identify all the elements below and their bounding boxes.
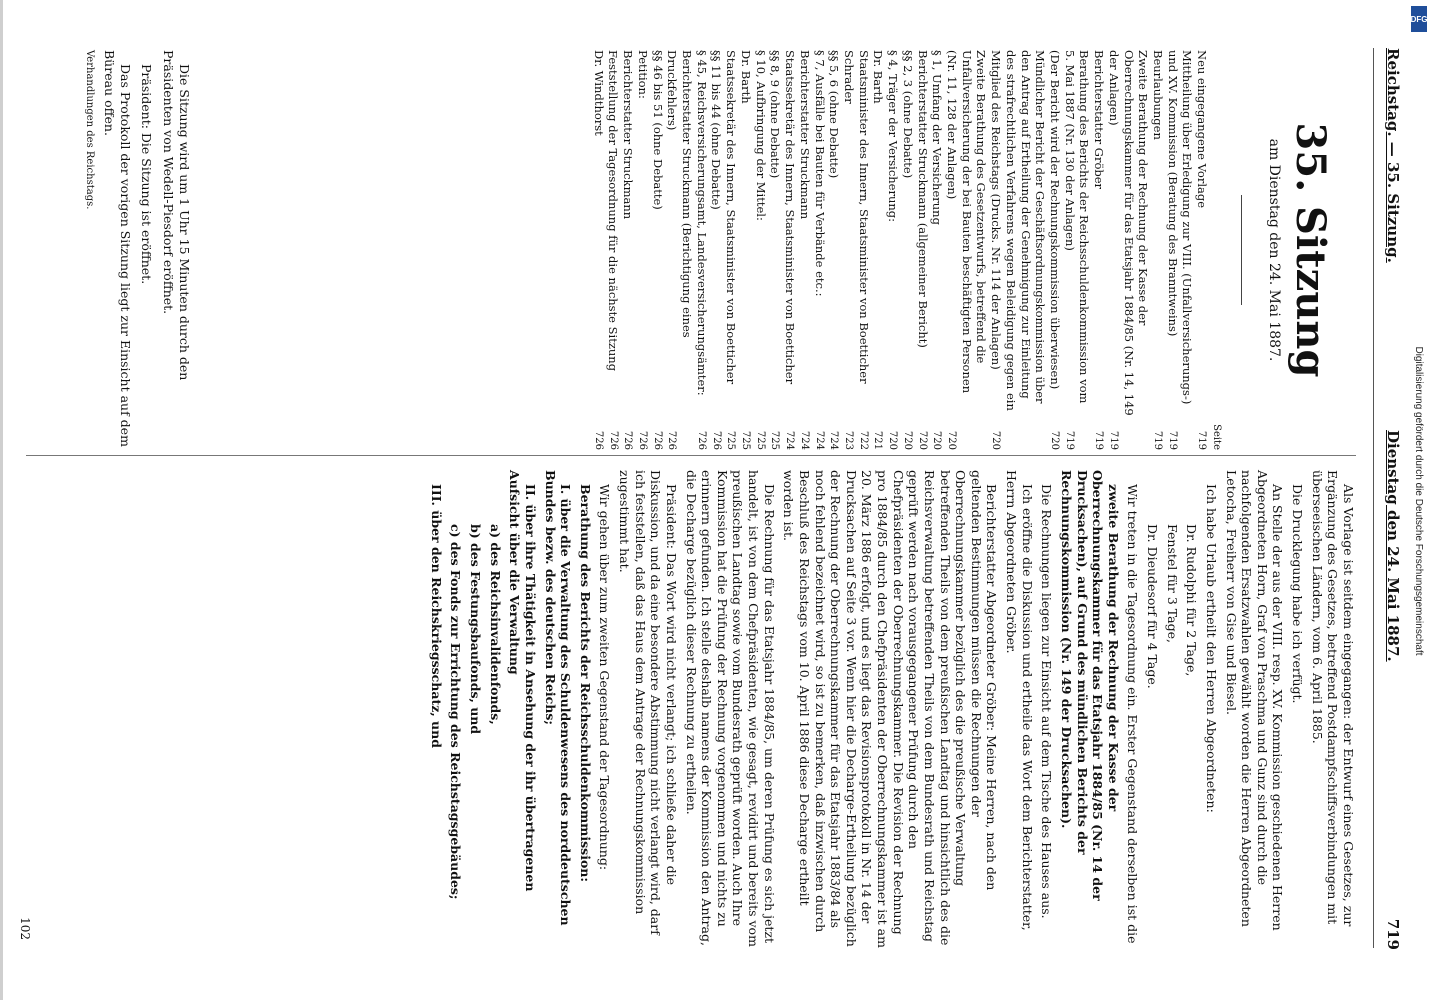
toc-entry-text: § 7, Ausfälle bei Bauten für Verbände etc.: [812,50,827,297]
toc-entry-text: §§ 8, 9 (ohne Debatte) [768,50,783,179]
toc-entry-page: 725 [769,430,781,450]
paragraph: Wir gehen über zum zweiten Gegenstand der Tagesordnung: [597,484,613,871]
toc-entry-text: Beurlaubungen [1151,50,1166,140]
toc-entry-page: 720 [946,430,958,450]
opening-paragraph: Die Sitzung wird um 1 Uhr 15 Minuten durch den Präsidenten von Wedell-Piesdorf eröffnet. [160,50,192,381]
title-rule [1241,195,1242,305]
right-column [424,470,1356,950]
toc-entry-page: 720 [931,430,943,450]
toc-entry-page: 719 [1063,430,1075,450]
paragraph: Die Rechnungen liegen zur Einsicht auf dem Tische des Hauses aus. [1039,484,1055,919]
toc-entry-text: § 4, Träger der Versicherung: [886,50,901,223]
toc-rows [591,50,1209,450]
toc-entry-text: § 1, Umfang der Versicherung [930,50,945,225]
toc-entry-page: 726 [710,430,722,450]
toc-entry-page: 725 [740,430,751,450]
toc-entry-text: Petition: [635,50,650,99]
sheet-number: 102 [18,917,32,940]
session-date: am Dienstag den 24. Mai 1887. [1266,138,1282,362]
opening-section [78,50,192,450]
toc-entry-text: Zweite Berathung des Gesetzentwurfs, betreffend die Unfallversicherung der bei Bauten beschäftigten Personen (Nr. 11, 128 der Anlagen) [944,50,989,394]
agenda-item: zweite Berathung der Rechnung der Kasse der Oberrechnungskammer für das Etatsjahr 1884/85 (Nr. 14 der Drucksachen), auf Grund des mündlichen Berichts der Rechnungskommission (Nr. 149 der Drucksachen). [1059,470,1121,901]
toc-entry-text: (Der Bericht wird der Rechnungskommission überwiesen) [1048,50,1063,390]
toc-entry-page: 723 [843,430,855,450]
toc-row [665,50,694,450]
toc-row [944,50,988,450]
toc-row [1106,50,1150,450]
toc-entry-page: 720 [916,430,928,450]
toc-entry-text: Berichterstatter Struckmann [621,50,636,220]
running-head-date: Dienstag den 24. Mai 1887. [1384,430,1402,662]
toc-entry-text: § 45, Reichsversicherungsamt, Landesversicherungsämter: [694,50,709,396]
toc-entry-text: Berichterstatter Struckmann (Berichtigung eines Druckfehlers) [665,50,695,338]
toc-row [753,50,768,450]
toc-entry-page: 720 [1049,430,1061,450]
agenda-item: Berathung des Berichts der Reichsschuldenkommission: [577,484,593,883]
toc-entry-text: Dr. Barth [738,50,753,104]
digitization-notice [1408,6,1428,996]
paragraph: Dr. Dieudesorf für 4 Tage. [1145,524,1161,689]
toc-row [606,50,621,450]
toc-entry-page: 719 [1166,430,1178,450]
toc-row [900,50,915,450]
toc-row [930,50,945,450]
toc-entry-page: 719 [1196,430,1208,450]
agenda-subitem: I. über die Verwaltung des Schuldenwesens des norddeutschen Bundes bezw. des deutschen Reichs; [542,470,574,926]
toc-entry-text: Schrader [841,50,856,104]
toc-entry-page: 724 [813,430,825,450]
toc-row [856,50,871,450]
toc-entry-page: 724 [784,430,796,450]
agenda-subitem: III. über den Reichskriegsschatz, und [428,484,444,748]
toc-entry-page: 726 [607,430,619,450]
paragraph: Ich habe Urlaub ertheilt den Herren Abgeordneten: [1204,484,1219,813]
toc-row [723,50,738,450]
toc-entry-text: Berichterstatter Struckmann [797,50,812,220]
toc-entry-text: Mündlicher Bericht der Geschäftsordnungskommission über den Antrag auf Ertheilung der Genehmigung zur Einleitung des strafrechtlichen Verfahrens wegen Beleidigung gegen ein Mitglied des Reichstags (Drucks. Nr. 114 der Anlagen) [989,50,1048,411]
paragraph: Ich eröffne die Diskussion und ertheile das Wort dem Berichterstatter, Herrn Abgeordneten Gröber. [1004,470,1035,931]
toc-row [841,50,856,450]
toc-entry-text: Staatssekretär des Innern, Staatsminister von Boetticher [783,50,798,385]
digitization-text: Digitalisierung gefördert durch die Deutsche Forschungsgemeinschaft [1413,346,1424,656]
toc-entry-text: Dr. Barth [871,50,886,104]
toc-header [1209,50,1222,450]
toc-entry-text: Berichterstatter Struckmann (allgemeiner Bericht) [915,50,930,348]
agenda-subitem: II. über ihre Thätigkeit in Ansehung der ihr übertragenen Aufsicht über die Verwaltung [507,470,538,892]
toc-entry-page: 719 [1152,430,1164,450]
paragraph: Dr. Rudolphi für 2 Tage, [1184,524,1200,677]
toc-row [1062,50,1091,450]
toc-row [988,50,1047,450]
toc-row [1091,50,1106,450]
agenda-subitem: a) des Reichsinvalidenfonds, [487,524,503,725]
toc-entry-page: 726 [695,430,707,450]
toc-row [885,50,900,450]
toc-row [871,50,886,450]
toc-entry-page: 721 [872,430,884,450]
toc-entry-page: 720 [990,430,1002,450]
toc-row [782,50,797,450]
toc-row [694,50,709,450]
session-title: 35. Sitzung [1287,122,1334,378]
paragraph: Die Drucklegung habe ich verfügt. [1290,484,1306,704]
header-rule [1373,48,1374,948]
toc-entry-page: 725 [725,430,737,450]
toc-entry-text: Feststellung der Tagesordnung für die nächste Sitzung [606,50,621,372]
toc-entry-text: §§ 11 bis 44 (ohne Debatte) [709,50,724,210]
toc-column-label: Seite [1211,424,1222,450]
toc-row [635,50,650,450]
toc-entry-text: §§ 46 bis 51 (ohne Debatte) [650,50,665,210]
paragraph: Wir treten in die Tagesordnung ein. Erster Gegenstand derselben ist die [1125,484,1141,944]
toc-entry-page: 719 [1107,430,1119,450]
speech: Berichterstatter Abgeordneter Gröber: Meine Herren, nach den geltenden Bestimmungen müssen die Rechnungen der Oberrechnungskammer bezüglich des die preußische Verwaltung betreffenden Theils von dem preußischen Landtag und hinsichtlich des die Reichsverwaltung betreffenden Theils von dem Bundesrath und Reichstag geprüft werden nach vorausgegangener Prüfung durch den Chefpräsidenten der Oberrechnungskammer. Die Revision der Rechnung pro 1884/85 durch den Chefpräsidenten der Oberrechnungskammer ist am 20. März 1886 erfolgt, und es liegt das Revisionsprotokoll in Nr. 14 der Drucksachen auf Seite 3 vor. Wenn hier die Decharge-Ertheilung bezüglich der Rechnung der Oberrechnungskammer für das Etatsjahr 1883/84 als noch fehlend bezeichnet wird, so ist zu bemerken, daß inzwischen durch Beschluß des Reichstags vom 10. April 1886 diese Decharge ertheilt worden ist. [781,470,1000,948]
paragraph: Als Vorlage ist seitdem eingegangen: der Entwurf eines Gesetzes, zur Ergänzung des Gesetzes, betreffend Postdampfschiffsverbindungen mit überseeischen Ländern, vom 6. April 1885. [1309,470,1356,927]
toc-row [1194,50,1209,450]
toc-row [915,50,930,450]
toc-entry-text: §§ 2, 3 (ohne Debatte) [900,50,915,179]
toc-entry-text: Berichterstatter Gröber [1092,50,1107,190]
toc-entry-page: 725 [754,430,766,450]
toc-entry-text: § 10, Aufbringung der Mittel: [753,50,768,221]
toc-entry-text: Zweite Berathung der Rechnung der Kasse der Oberrechnungskammer für das Etatsjahr 1884/85 (Nr. 14, 149 der Anlagen) [1106,50,1151,416]
toc-entry-page: 719 [1093,430,1105,450]
paragraph: Fenstel für 3 Tage, [1164,524,1180,643]
toc-row [620,50,635,450]
toc-entry-text: Staatsminister des Innern, Staatsminister von Boetticher [856,50,871,384]
dfg-logo: DFG [1411,6,1427,32]
toc-row [738,50,753,450]
toc-row [812,50,827,450]
toc-row [591,50,606,450]
toc-entry-text: Dr. Windthorst [591,50,606,136]
president-speech: Präsident: Das Wort wird nicht verlangt; ich schließe daher die Diskussion, und da eine besondere Abstimmung nicht verlangt wird, darf ich feststellen, daß das Haus dem Antrage der Rechnungskommission zugestimmt hat. [617,470,679,935]
toc-row [650,50,665,450]
page-number: 719 [1384,918,1402,950]
agenda-subitem: b) des Festungsbaufonds, und [468,524,484,735]
toc-entry-page: 726 [666,430,678,450]
toc-entry-text: Neu eingegangene Vorlage [1195,50,1210,209]
agenda-subitem: c) des Fonds zur Errichtung des Reichstagsgebäudes; [448,524,464,900]
president-opening: Präsident: Die Sitzung ist eröffnet. [139,64,155,285]
toc-entry-text: §§ 5, 6 (ohne Debatte) [827,50,842,179]
toc-entry-page: 722 [857,430,869,450]
table-of-contents [591,50,1222,450]
toc-row [827,50,842,450]
paragraph: An Stelle der aus der VIII. resp. XV. Kommission geschiedenen Herren Abgeordneten Horn, Graf von Praschma und Gunz sind durch die nachfolgenden Ersatzwahlen gewählt worden die Herren Abgeordneten Letocha, Freiherr von Gise und Biesel. [1223,470,1286,931]
toc-row [709,50,724,450]
toc-entry-page: 724 [798,430,810,450]
protocol-note: Das Protokoll der vorigen Sitzung liegt zur Einsicht auf dem Büreau offen. [102,50,134,447]
column-divider [26,455,1356,456]
toc-entry-page: 726 [592,430,604,450]
running-head-left: Reichstag. — 35. Sitzung. [1384,48,1402,263]
toc-entry-page: 720 [901,430,913,450]
toc-row [768,50,783,450]
toc-entry-text: Mittheilung über Erledigung zur VIII. (Unfallversicherungs-) und XV. Kommission (Beratung des Branntweins) [1165,50,1195,405]
footer-note: Verhandlungen des Reichstags. [83,50,95,210]
toc-row [797,50,812,450]
toc-entry-page: 726 [622,430,634,450]
toc-row [1047,50,1062,450]
toc-entry-text: Berathung des Berichts der Reichsschuldenkommission vom 5. Mai 1887 (Nr. 130 der Anlagen) [1062,50,1092,404]
toc-entry-text: Staatssekretär des Innern, Staatsminister von Boetticher [724,50,739,385]
toc-row [1165,50,1194,450]
toc-entry-page: 720 [887,430,899,450]
toc-entry-page: 726 [651,430,663,450]
toc-row [1150,50,1165,450]
toc-entry-page: 724 [828,430,840,450]
toc-entry-page: 726 [636,430,648,450]
speech: Die Rechnung für das Etatsjahr 1884/85, um deren Prüfung es sich jetzt handelt, ist von dem Chefpräsidenten, wie gesagt, revidirt und bereits vom preußischen Landtag sowie vom Bundesrath geprüft worden. Auch Ihre Kommission hat die Prüfung der Rechnung vorgenommen und nichts zu erinnern gefunden. Ich stelle deshalb namens der Kommission den Antrag, die Decharge bezüglich dieser Rechnung zu ertheilen. [683,470,777,947]
